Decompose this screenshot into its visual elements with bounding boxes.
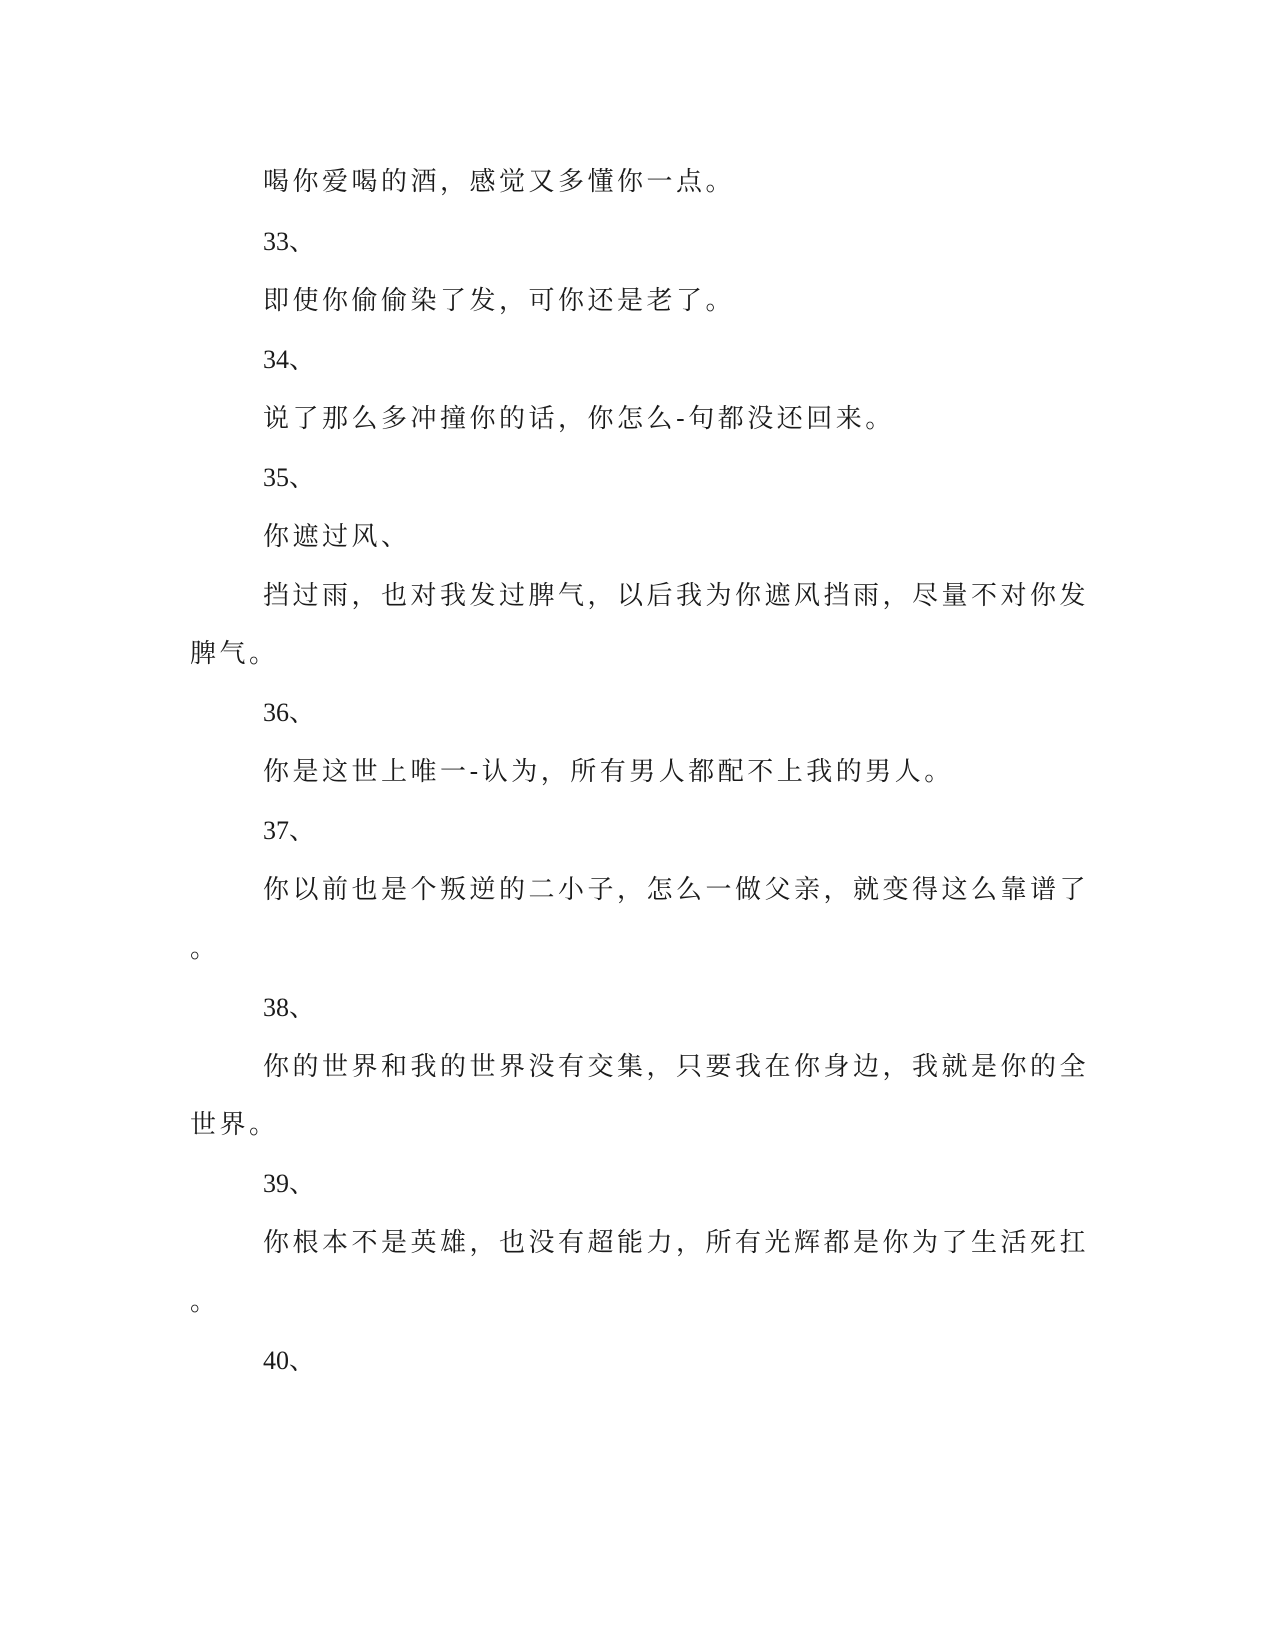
text-line: 你根本不是英雄，也没有超能力，所有光辉都是你为了生活死扛 bbox=[263, 1228, 1090, 1258]
text-line: 喝你爱喝的酒，感觉又多懂你一点。 bbox=[263, 167, 736, 197]
text-line: 说了那么多冲撞你的话，你怎么-句都没还回来。 bbox=[263, 404, 895, 434]
text-line: 即使你偷偷染了发，可你还是老了。 bbox=[263, 286, 736, 316]
item-number: 35、 bbox=[263, 463, 316, 492]
text-line: 你的世界和我的世界没有交集，只要我在你身边，我就是你的全 bbox=[263, 1052, 1090, 1082]
text-line-continuation: 世界。 bbox=[190, 1110, 279, 1140]
item-number: 38、 bbox=[263, 993, 316, 1022]
item-number: 40、 bbox=[263, 1346, 316, 1375]
item-number: 36、 bbox=[263, 698, 316, 727]
text-line: 你以前也是个叛逆的二小子，怎么一做父亲，就变得这么靠谱了 bbox=[263, 875, 1090, 905]
item-number: 34、 bbox=[263, 345, 316, 374]
text-line: 你是这世上唯一-认为，所有男人都配不上我的男人。 bbox=[263, 757, 954, 787]
item-number: 37、 bbox=[263, 816, 316, 845]
item-number: 39、 bbox=[263, 1169, 316, 1198]
item-number: 33、 bbox=[263, 227, 316, 256]
text-line-continuation: 。 bbox=[190, 934, 220, 964]
text-line-continuation: 。 bbox=[190, 1287, 220, 1317]
text-line: 挡过雨，也对我发过脾气，以后我为你遮风挡雨，尽量不对你发 bbox=[263, 581, 1090, 611]
text-line: 你遮过风、 bbox=[263, 522, 411, 552]
text-line-continuation: 脾气。 bbox=[190, 639, 279, 669]
